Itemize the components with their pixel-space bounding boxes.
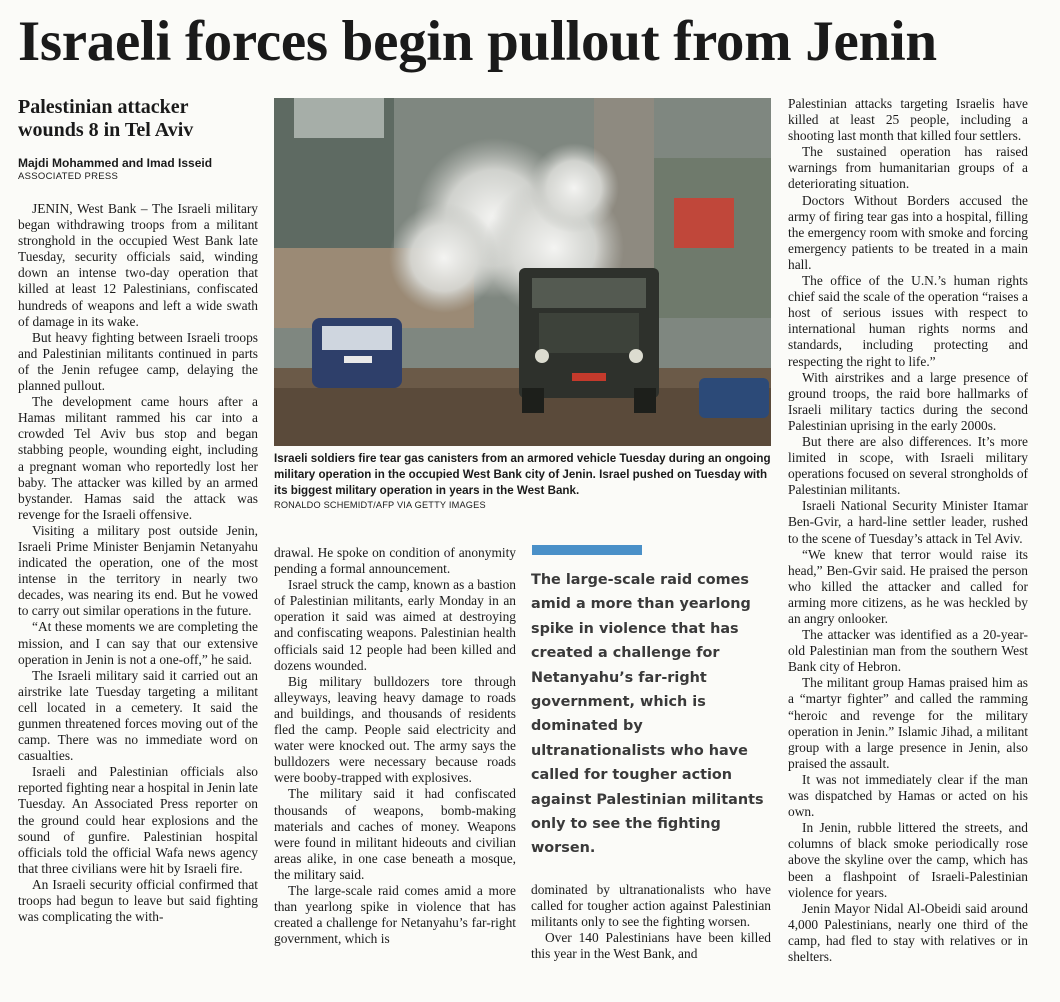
paragraph: Doctors Without Borders accused the army of firing tear gas into a hospital, filling the emergency room with smoke and forcing emergency patients to be treated in a main hall.	[788, 192, 1028, 272]
paragraph: In Jenin, rubble littered the streets, and columns of black smoke periodically rose above the skyline over the camp, which has been a flashpoint of Israeli-Palestinian violence for years.	[788, 820, 1028, 900]
column-1	[18, 96, 258, 925]
paragraph: Israeli National Security Minister Itamar Ben-Gvir, a hard-line settler leader, rushed to the scene of Tuesday’s attack in Tel Aviv.	[788, 498, 1028, 546]
paragraph: With airstrikes and a large presence of ground troops, the raid bore hallmarks of Israeli military tactics during the second Palestinian uprising in the early 2000s.	[788, 369, 1028, 433]
photo-caption: Israeli soldiers fire tear gas canisters from an armored vehicle Tuesday during an ongoing military operation in the occupied West Bank city of Jenin. Israel pushed on Tuesday with its biggest military operation in years in the West Bank.	[274, 452, 771, 497]
deck: Palestinian attacker wounds 8 in Tel Aviv	[18, 96, 194, 141]
paragraph: The militant group Hamas praised him as a “martyr fighter” and called the ramming “heroic and revenge for the military operation in Jenin.” Islamic Jihad, a militant group with a large presence in Jenin, also praised the assault.	[788, 675, 1028, 771]
paragraph: Palestinian attacks targeting Israelis have killed at least 25 people, including a shooting last month that killed four settlers.	[788, 96, 1028, 144]
pullquote-accent-bar	[532, 545, 642, 555]
column-2	[274, 545, 516, 947]
paragraph: “At these moments we are completing the mission, and I can say that our extensive operation in Jenin is not a one-off,” he said.	[18, 619, 258, 667]
paragraph: Visiting a military post outside Jenin, Israeli Prime Minister Benjamin Netanyahu indicated the operation, one of the most intense in the territory in nearly two decades, was nearing its end. But he vowed to carry out similar operations in the future.	[18, 522, 258, 619]
paragraph: drawal. He spoke on condition of anonymity pending a formal announcement.	[274, 545, 516, 577]
paragraph: The military said it had confiscated thousands of weapons, bomb-making materials and caches of money. Weapons were found in militant hideouts and civilian areas alike, in one case beneath a mosque, the military said.	[274, 786, 516, 882]
paragraph: Israeli and Palestinian officials also reported fighting near a hospital in Jenin late Tuesday. An Associated Press reporter on the ground could hear explosions and the sound of gunfire. Palestinian hospital officials told the official Wafa news agency that three civilians were hit by Israeli fire.	[18, 764, 258, 876]
paragraph: Israel struck the camp, known as a bastion of Palestinian militants, early Monday in an operation it said was aimed at destroying and confiscating weapons. Palestinian health officials said 12 people had been killed and dozens wounded.	[274, 577, 516, 673]
paragraph: The large-scale raid comes amid a more than yearlong spike in violence that has created a challenge for Netanyahu’s far-right government, which is	[274, 882, 516, 947]
paragraph: dominated by ultranationalists who have called for tougher action against Palestinian militants only to see the fighting worsen.	[531, 882, 771, 930]
pullquote: The large-scale raid comes amid a more than yearlong spike in violence that has created a challenge for Netanyahu’s far-right government, which is dominated by ultranationalists who have called for tougher action against Palestinian militants only to see the fighting worsen.	[531, 572, 764, 857]
paragraph: Jenin Mayor Nidal Al-Obeidi said around 4,000 Palestinians, nearly one third of the camp, had fled to stay with relatives or in shelters.	[788, 900, 1028, 964]
paragraph: The development came hours after a Hamas militant rammed his car into a crowded Tel Aviv bus stop and began stabbing people, wounding eight, including a pregnant woman who reportedly lost her baby. The attacker was killed by an armed bystander. Hamas said the attack was revenge for the Israeli offensive.	[18, 394, 258, 522]
column-4	[788, 96, 1028, 965]
paragraph: It was not immediately clear if the man was dispatched by Hamas or acted on his own.	[788, 771, 1028, 820]
agency: ASSOCIATED PRESS	[18, 171, 119, 182]
paragraph: But there are also differences. It’s more limited in scope, with Israeli military operations focused on several strongholds of Palestinian militants.	[788, 433, 1028, 498]
paragraph: The sustained operation has raised warnings from humanitarian groups of a deteriorating situation.	[788, 144, 1028, 192]
paragraph: The attacker was identified as a 20-year-old Palestinian man from the southern West Bank city of Hebron.	[788, 627, 1028, 675]
armored-vehicle-photo-icon	[274, 98, 771, 446]
paragraph: The Israeli military said it carried out an airstrike late Tuesday targeting a militant cell located in a cemetery. It said the gunmen threatened forces moving out of the camp. There was no immediate word on casualties.	[18, 667, 258, 764]
paragraph: The office of the U.N.’s human rights chief said the scale of the operation “raises a host of serious issues with respect to international human rights norms and standards, including protecting and respecting the right to life.”	[788, 273, 1028, 369]
news-photo	[274, 98, 771, 446]
column-3	[531, 882, 771, 962]
photo-credit: RONALDO SCHEMIDT/AFP VIA GETTY IMAGES	[274, 500, 486, 510]
paragraph: But heavy fighting between Israeli troops and Palestinian militants continued in parts of the Jenin refugee camp, delaying the planned pullout.	[18, 329, 258, 394]
paragraph: An Israeli security official confirmed that troops had begun to leave but said fighting was complicating the with-	[18, 876, 258, 925]
byline: Majdi Mohammed and Imad Isseid	[18, 156, 213, 170]
paragraph: Big military bulldozers tore through alleyways, leaving heavy damage to roads and buildings, and thousands of residents fled the camp. People said electricity and water were knocked out. The army says the bulldozers were necessary because roads were booby-trapped with explosives.	[274, 673, 516, 786]
headline: Israeli forces begin pullout from Jenin	[18, 10, 937, 73]
paragraph: Over 140 Palestinians have been killed this year in the West Bank, and	[531, 930, 771, 962]
paragraph: “We knew that terror would raise its head,” Ben-Gvir said. He praised the person who killed the attacker and called for arming more citizens, as he was heckled by an angry onlooker.	[788, 546, 1028, 626]
paragraph: JENIN, West Bank – The Israeli military began withdrawing troops from a militant stronghold in the occupied West Bank late Tuesday, security officials said, winding down an intense two-day operation that killed at least 12 Palestinians, confiscated hundreds of weapons and left a wide swath of damage in its wake.	[18, 201, 258, 329]
